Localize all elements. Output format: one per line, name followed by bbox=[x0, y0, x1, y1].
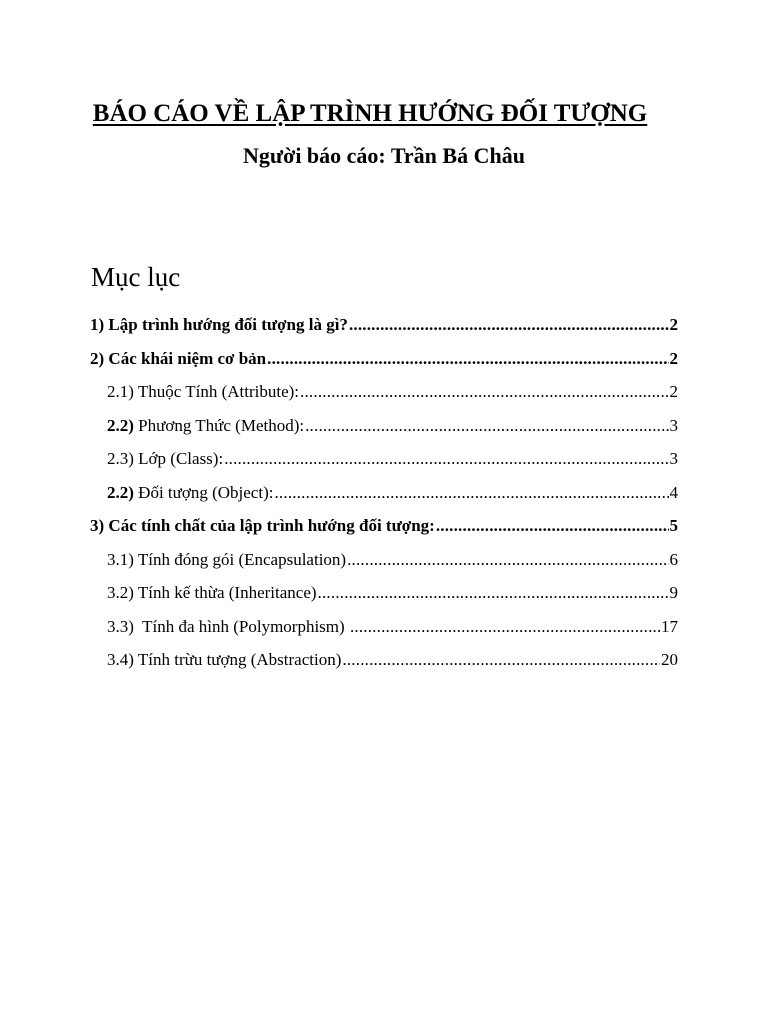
toc-entry-label bbox=[107, 449, 223, 469]
toc-entry-page: 17 bbox=[661, 616, 678, 636]
toc-entry-number: 3.4) bbox=[107, 650, 134, 669]
toc-entry-number: 2.3) bbox=[107, 449, 134, 468]
toc-entry-number: 1) bbox=[90, 315, 105, 334]
toc-entry-3-4[interactable] bbox=[90, 650, 678, 684]
table-of-contents bbox=[90, 315, 678, 684]
toc-entry-page: 4 bbox=[669, 482, 678, 502]
toc-entry-number: 2) bbox=[90, 348, 105, 368]
toc-entry-text: Tính đóng gói (Encapsulation) bbox=[133, 549, 347, 569]
toc-entry-text: Phương Thức (Method): bbox=[133, 415, 305, 435]
toc-entry-text: Tính trừu tượng (Abstraction) bbox=[133, 650, 342, 669]
toc-entry-label bbox=[107, 617, 349, 637]
document-title: BÁO CÁO VỀ LẬP TRÌNH HƯỚNG ĐỐI TƯỢNG bbox=[92, 100, 648, 127]
toc-entry-label bbox=[90, 315, 348, 335]
toc-entry-number: 2.2) bbox=[107, 415, 134, 435]
toc-entry-label bbox=[90, 516, 435, 536]
toc-leader-dots bbox=[350, 617, 660, 637]
toc-entry-text: Đối tượng (Object): bbox=[133, 482, 274, 502]
toc-entry-text: Các khái niệm cơ bản bbox=[104, 348, 267, 368]
toc-entry-label bbox=[107, 483, 273, 503]
toc-leader-dots bbox=[349, 315, 669, 335]
toc-entry-label bbox=[107, 650, 341, 670]
toc-entry-number: 3.1) bbox=[107, 549, 134, 569]
toc-entry-page: 6 bbox=[669, 549, 678, 569]
toc-entry-page: 2 bbox=[669, 315, 678, 334]
toc-entry-page: 2 bbox=[669, 348, 678, 368]
toc-entry-number: 3) bbox=[90, 516, 105, 535]
toc-entry-2-3[interactable] bbox=[90, 449, 678, 483]
toc-entry-text: Lớp (Class): bbox=[133, 449, 224, 468]
toc-entry-label bbox=[107, 583, 317, 603]
toc-entry-page: 5 bbox=[669, 516, 678, 535]
toc-leader-dots bbox=[318, 583, 669, 603]
author-line: Người báo cáo: Trần Bá Châu bbox=[243, 143, 525, 168]
toc-entry-number: 3.3) bbox=[107, 616, 134, 636]
toc-entry-text: Tính đa hình (Polymorphism) bbox=[133, 616, 349, 636]
toc-entry-text: Lập trình hướng đối tượng là gì? bbox=[104, 315, 348, 334]
toc-entry-1[interactable] bbox=[90, 315, 678, 349]
toc-leader-dots bbox=[267, 349, 668, 369]
toc-entry-3-2[interactable] bbox=[90, 583, 678, 617]
toc-entry-3-3[interactable] bbox=[90, 617, 678, 651]
toc-entry-number: 2.1) bbox=[107, 382, 134, 401]
toc-heading: Mục lục bbox=[91, 262, 181, 292]
toc-entry-label bbox=[90, 349, 266, 369]
toc-entry-3-1[interactable] bbox=[90, 550, 678, 584]
toc-leader-dots bbox=[342, 650, 660, 670]
toc-leader-dots bbox=[224, 449, 668, 469]
toc-entry-page: 9 bbox=[669, 583, 678, 602]
toc-entry-2-1[interactable] bbox=[90, 382, 678, 416]
toc-entry-number: 3.2) bbox=[107, 583, 134, 602]
toc-entry-label bbox=[107, 550, 346, 570]
toc-entry-text: Các tính chất của lập trình hướng đối tượng: bbox=[104, 516, 435, 535]
toc-leader-dots bbox=[436, 516, 669, 536]
toc-entry-text: Tính kế thừa (Inheritance) bbox=[133, 583, 317, 602]
toc-entry-page: 3 bbox=[669, 415, 678, 435]
toc-entry-2[interactable] bbox=[90, 349, 678, 383]
toc-entry-3[interactable] bbox=[90, 516, 678, 550]
toc-entry-text: Thuộc Tính (Attribute): bbox=[133, 382, 300, 401]
toc-entry-page: 2 bbox=[669, 382, 678, 401]
toc-leader-dots bbox=[347, 550, 668, 570]
toc-entry-label bbox=[107, 416, 304, 436]
toc-entry-page: 20 bbox=[661, 650, 678, 669]
toc-entry-2-2[interactable] bbox=[90, 416, 678, 450]
toc-leader-dots bbox=[274, 483, 668, 503]
toc-entry-label bbox=[107, 382, 299, 402]
toc-leader-dots bbox=[300, 382, 668, 402]
toc-entry-number: 2.2) bbox=[107, 482, 134, 502]
toc-entry-page: 3 bbox=[669, 449, 678, 468]
toc-leader-dots bbox=[305, 416, 668, 436]
toc-entry-2-4[interactable] bbox=[90, 483, 678, 517]
